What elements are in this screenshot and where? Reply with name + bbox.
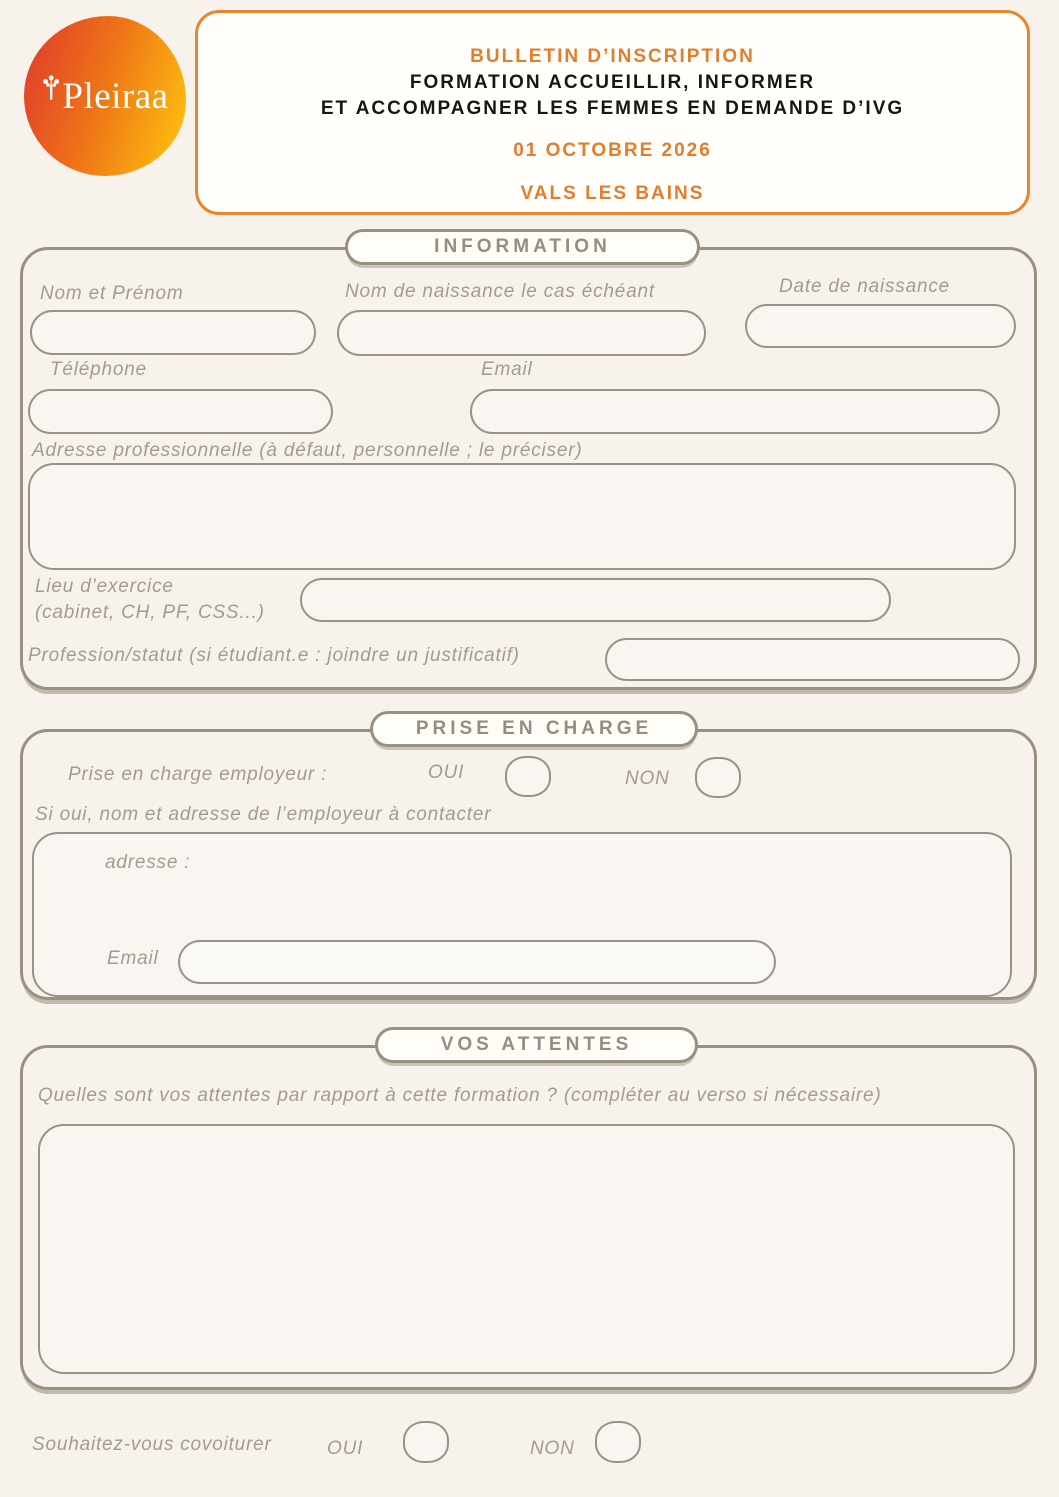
employeur-email-input[interactable] (178, 940, 776, 984)
pleiraa-logo (24, 16, 186, 176)
nom-prenom-label: Nom et Prénom (40, 283, 184, 304)
employeur-non-radio[interactable] (695, 757, 741, 798)
form-title: BULLETIN D’INSCRIPTION (470, 46, 755, 67)
employeur-oui-label: OUI (428, 762, 465, 783)
employeur-question-label: Prise en charge employeur : (68, 764, 328, 785)
email-input[interactable] (470, 389, 1000, 434)
lieu-exercice-label-line2: (cabinet, CH, PF, CSS...) (35, 602, 265, 623)
covoiturage-oui-radio[interactable] (403, 1421, 449, 1463)
employeur-email-label: Email (107, 948, 159, 969)
lieu-exercice-label-line1: Lieu d’exercice (35, 576, 174, 597)
attentes-textarea[interactable] (38, 1124, 1015, 1374)
telephone-input[interactable] (28, 389, 333, 434)
section-header-prise-en-charge (370, 711, 698, 747)
telephone-label: Téléphone (50, 359, 147, 380)
adresse-textarea[interactable] (28, 463, 1016, 570)
form-subtitle-line2: ET ACCOMPAGNER LES FEMMES EN DEMANDE D’IVG (320, 98, 905, 119)
form-title-box (195, 10, 1030, 215)
nom-prenom-input[interactable] (30, 310, 316, 355)
section-header-information (345, 229, 700, 265)
date-naissance-input[interactable] (745, 304, 1016, 348)
si-oui-hint-label: Si oui, nom et adresse de l’employeur à contacter (35, 804, 492, 825)
date-naissance-label: Date de naissance (779, 276, 950, 297)
email-label: Email (481, 359, 533, 380)
section-header-vos-attentes (375, 1027, 698, 1063)
covoiturage-oui-label: OUI (327, 1438, 364, 1459)
logo-wordmark (41, 75, 168, 118)
form-subtitle-line1: FORMATION ACCUEILLIR, INFORMER (409, 72, 816, 93)
lieu-exercice-input[interactable] (300, 578, 891, 622)
profession-input[interactable] (605, 638, 1020, 681)
section-title: PRISE EN CHARGE (415, 718, 653, 739)
logo-text: Pleiraa (62, 75, 169, 117)
covoiturage-non-label: NON (530, 1438, 575, 1459)
event-date: 01 OCTOBRE 2026 (513, 140, 712, 161)
nom-naissance-input[interactable] (337, 310, 706, 356)
section-title: VOS ATTENTES (440, 1034, 633, 1055)
profession-label: Profession/statut (si étudiant.e : joindre un justificatif) (28, 645, 520, 666)
employeur-oui-radio[interactable] (505, 756, 551, 797)
tree-icon (41, 68, 61, 111)
event-location: VALS LES BAINS (520, 183, 705, 204)
covoiturage-question-label: Souhaitez-vous covoiturer (32, 1434, 272, 1455)
employeur-non-label: NON (625, 768, 670, 789)
section-title: INFORMATION (434, 236, 611, 257)
covoiturage-non-radio[interactable] (595, 1421, 641, 1463)
attentes-question-label: Quelles sont vos attentes par rapport à cette formation ? (compléter au verso si nécessaire) (38, 1085, 882, 1106)
employeur-adresse-label: adresse : (105, 852, 191, 873)
nom-naissance-label: Nom de naissance le cas échéant (345, 281, 655, 302)
adresse-label: Adresse professionnelle (à défaut, personnelle ; le préciser) (32, 440, 583, 461)
